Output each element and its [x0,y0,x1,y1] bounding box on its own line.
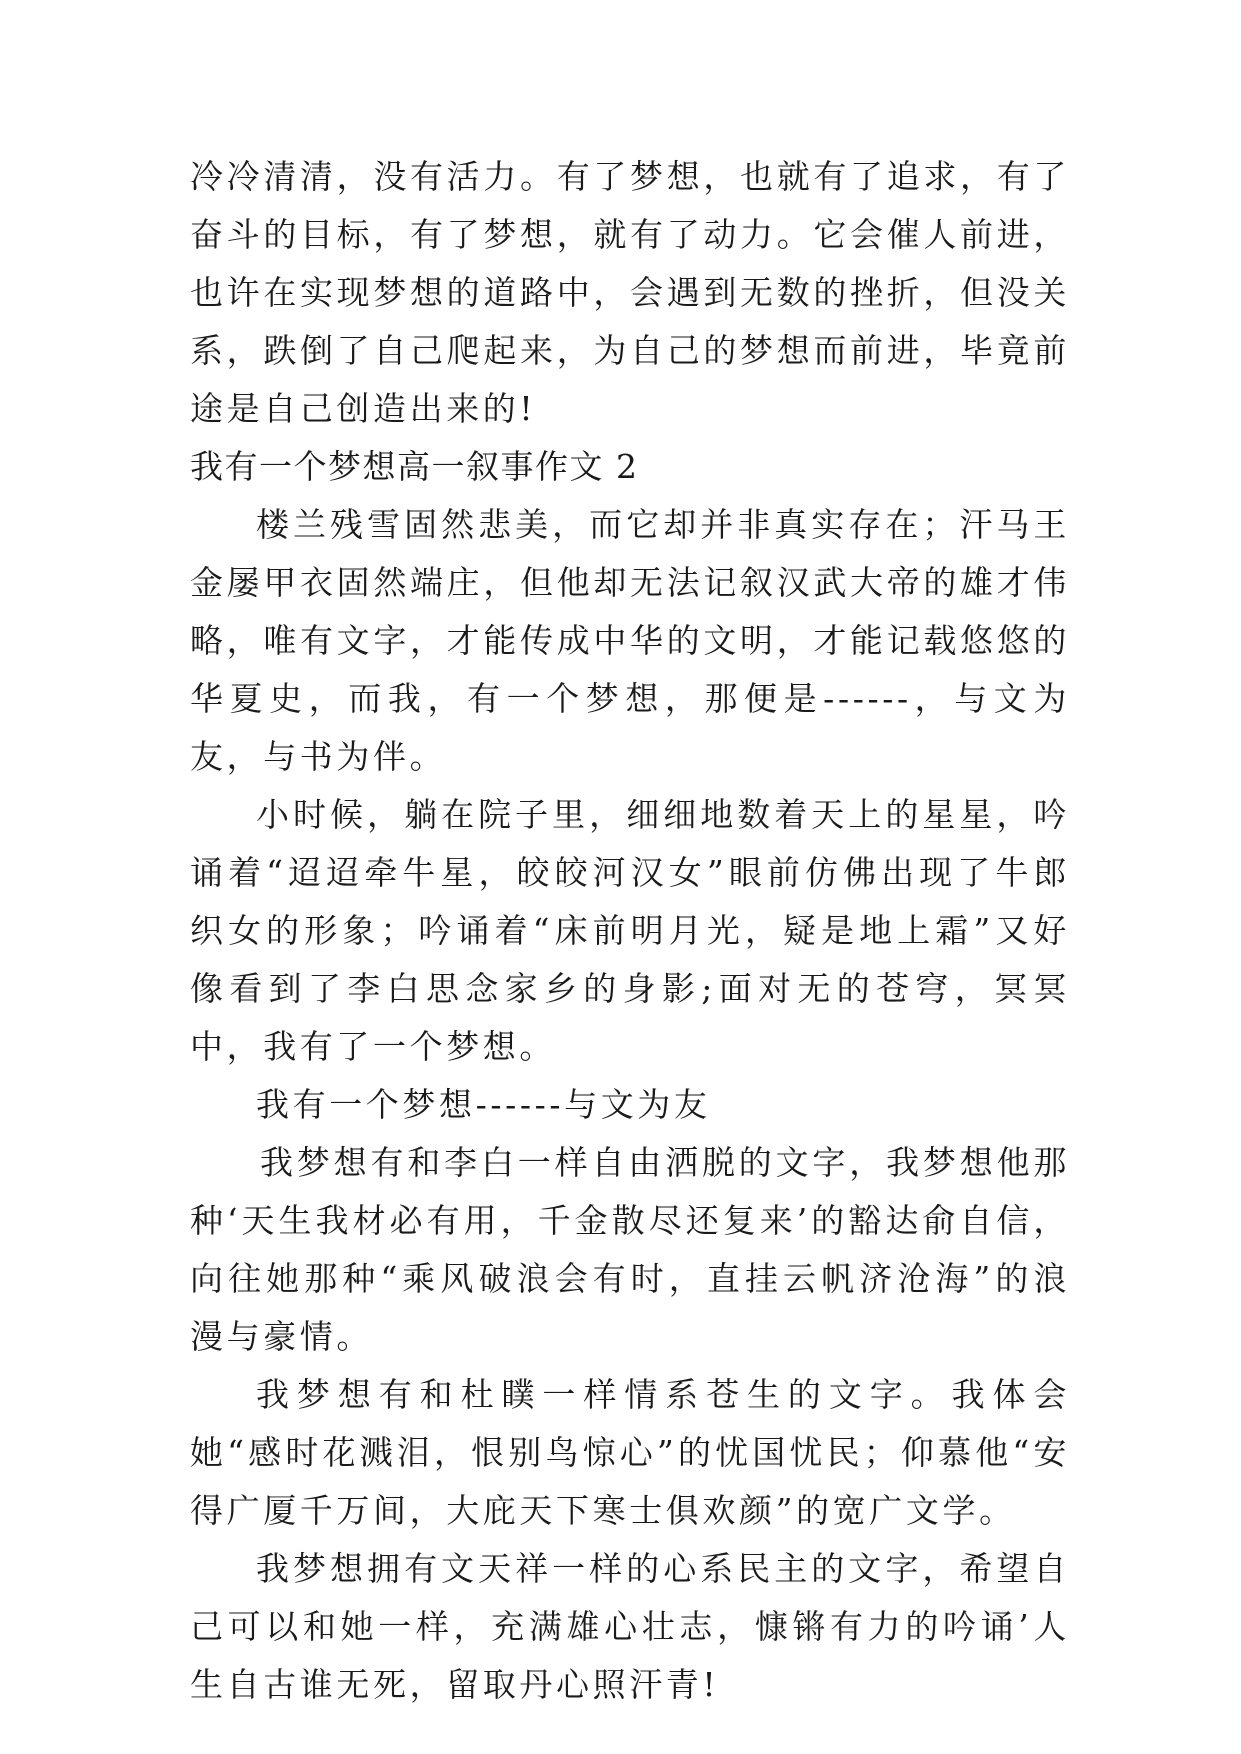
paragraph-li-bai: 我梦想有和李白一样自由洒脱的文字，我梦想他那种‘天生我材必有用，千金散尽还复来’的豁达俞自信，向往她那种“乘风破浪会有时，直挂云帆济沧海”的浪漫与豪情。 [190,1143,1070,1356]
paragraph-wen-tianxiang: 我梦想拥有文天祥一样的心系民主的文字，希望自己可以和她一样，充满雄心壮志，慷锵有力的吟诵’人生自古谁无死，留取丹心照汗青! [190,1549,1070,1704]
paragraph-loulan: 楼兰残雪固然悲美，而它却并非真实存在；汗马王金屡甲衣固然端庄，但他却无法记叙汉武大帝的雄才伟略，唯有文字，才能传成中华的文明，才能记载悠悠的华夏史，而我，有一个梦想，那便是------，与文为友，与书为伴。 [190,505,1070,776]
paragraph-continuation: 冷冷清清，没有活力。有了梦想，也就有了追求，有了奋斗的目标，有了梦想，就有了动力。它会催人前进，也许在实现梦想的道路中，会遇到无数的挫折，但没关系，跌倒了自己爬起来，为自己的梦想而前进，毕竟前途是自己创造出来的! [190,157,1070,428]
section-heading: 我有一个梦想高一叙事作文 2 [190,447,639,486]
paragraph-childhood: 小时候，躺在院子里，细细地数着天上的星星，吟诵着“迢迢牵牛星，皎皎河汉女”眼前仿佛出现了牛郎织女的形象；吟诵着“床前明月光，疑是地上霜”又好像看到了李白思念家乡的身影;面对无的苍穹，冥冥中，我有了一个梦想。 [190,795,1070,1066]
document-body [190,148,1070,1714]
paragraph-dream-subtitle: 我有一个梦想------与文为友 [256,1085,711,1124]
paragraph-du-fu: 我梦想有和杜瞨一样情系苍生的文字。我体会她“感时花溅泪，恨别鸟惊心”的忧国忧民；仰慕他“安得广厦千万间，大庇天下寒士俱欢颜”的宽广文学。 [190,1375,1070,1530]
